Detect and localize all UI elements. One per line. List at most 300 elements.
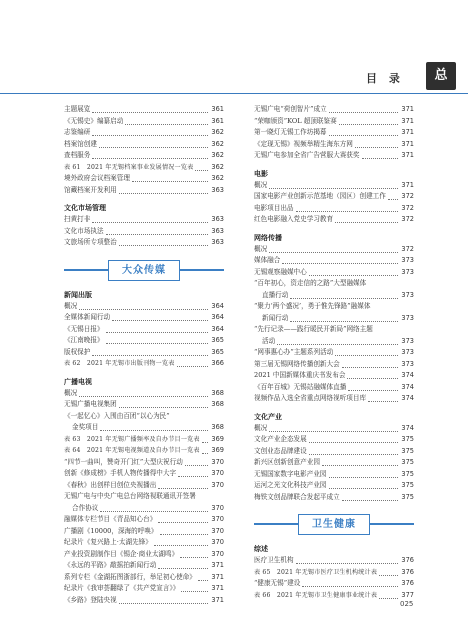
leader-dots — [342, 492, 398, 501]
toc-entry-title: 扫黄打非 — [64, 215, 91, 223]
toc-entry-title: “百年初心，资走信的之路”大型融媒体 — [254, 279, 367, 287]
toc-entry[interactable] — [254, 214, 414, 226]
toc-entry-title: 运河之光文化科技产业园 — [254, 481, 327, 489]
toc-entry-title: 概况 — [254, 423, 268, 432]
toc-entry[interactable] — [64, 388, 224, 400]
toc-entry[interactable] — [64, 358, 224, 370]
toc-entry[interactable] — [64, 445, 224, 457]
leader-dots — [106, 324, 208, 333]
toc-entry-title: 志鉴编研 — [64, 128, 91, 136]
toc-entry-title: 《百年百城》无锡站融媒体直播 — [254, 382, 347, 391]
toc-entry-title: 概况 — [254, 180, 268, 189]
toc-entry-page: 375 — [401, 492, 414, 501]
toc-entry-title: 表 62 2021 年无锡市出版刊物一览表 — [64, 360, 175, 367]
toc-entry[interactable] — [64, 480, 224, 492]
toc-entry-page: 366 — [211, 359, 224, 367]
toc-entry-page: 364 — [211, 313, 224, 321]
toc-entry-page: 371 — [401, 139, 414, 148]
toc-group-network-a — [254, 244, 414, 290]
toc-entry-page: 361 — [211, 116, 224, 125]
leader-dots — [388, 191, 398, 200]
toc-entry-title: 新闻行动 — [262, 313, 289, 322]
toc-entry[interactable] — [64, 312, 224, 324]
page-number: 025 — [400, 600, 414, 608]
toc-entry-title: 融媒体专栏节目《青品知心台》 — [64, 515, 157, 523]
toc-entry-title: 金奖项目 — [72, 423, 99, 431]
toc-entry-page: 364 — [211, 324, 224, 333]
toc-group-network-b-cont — [254, 313, 414, 325]
leader-dots — [269, 180, 398, 189]
toc-entry[interactable] — [64, 335, 224, 347]
toc-entry-title: 《一起忆心》入围由百团“以心为民” — [64, 411, 170, 420]
leader-dots — [100, 422, 208, 431]
toc-entry[interactable] — [254, 555, 414, 567]
toc-entry-title: 查档服务 — [64, 151, 91, 159]
toc-entry-page: 372 — [401, 203, 414, 212]
toc-group-broadcast-a — [64, 388, 224, 423]
leader-dots — [277, 336, 398, 345]
toc-entry[interactable] — [254, 480, 414, 492]
toc-entry[interactable] — [64, 583, 224, 595]
leader-dots — [269, 423, 398, 432]
toc-entry-title: 第三届无锡网络传播创新大会 — [254, 359, 340, 368]
toc-group-broadcast-a-cont — [64, 422, 224, 434]
leader-dots — [362, 150, 399, 159]
leader-dots — [92, 214, 208, 223]
toc-entry-page: 373 — [401, 256, 414, 264]
toc-entry-title: 电影项目出品 — [254, 203, 294, 212]
leader-dots — [112, 312, 208, 321]
toc-entry-page: 373 — [401, 290, 414, 299]
leader-dots — [309, 267, 398, 276]
leader-dots — [92, 104, 208, 113]
toc-entry[interactable] — [254, 434, 414, 446]
toc-entry-title: 表 61 2021 年无锡档案事业发展情况一览表 — [64, 163, 194, 171]
leader-dots — [335, 214, 398, 223]
toc-group-network-a-cont — [254, 290, 414, 302]
leader-dots — [329, 127, 398, 136]
toc-entry-page: 375 — [401, 481, 414, 489]
toc-entry-page: 371 — [401, 151, 414, 159]
leader-dots — [329, 104, 398, 113]
toc-entry-page: 371 — [401, 128, 414, 136]
toc-entry[interactable] — [254, 370, 414, 382]
toc-entry-page: 373 — [401, 336, 414, 345]
toc-entry-page: 363 — [211, 238, 224, 246]
toc-entry-title: 表 66 2021 年无锡市卫生健康事业统计表 — [254, 591, 378, 599]
toc-entry-title: 无锡观察融媒中心 — [254, 267, 307, 276]
toc-entry-page: 372 — [401, 244, 414, 253]
toc-entry-title: 表 63 2021 年无锡广播频率及自办节目一览表 — [64, 435, 200, 443]
toc-group-wenhua-market — [64, 214, 224, 249]
toc-entry-title: 直播行动 — [262, 290, 289, 299]
toc-entry-title: 纪录片《复兴路上·太湖先锋》 — [64, 538, 152, 546]
toc-entry[interactable] — [254, 382, 414, 394]
leader-dots — [106, 226, 208, 235]
leader-dots — [154, 537, 208, 546]
toc-entry[interactable] — [64, 104, 224, 116]
toc-right-column — [254, 104, 414, 601]
toc-entry-title: 无锡广播电视集团 — [64, 400, 117, 408]
toc-entry[interactable] — [64, 422, 224, 434]
toc-group-broadcast-b — [64, 434, 224, 503]
toc-entry[interactable] — [254, 492, 414, 504]
toc-entry[interactable] — [254, 255, 414, 267]
toc-entry-title: 无锡广电“荷创智片”成立 — [254, 105, 327, 113]
toc-entry-title: 文创业态品牌建设 — [254, 446, 307, 455]
toc-group-network-c-cont — [254, 336, 414, 348]
toc-entry[interactable] — [64, 457, 224, 469]
toc-entry-page: 371 — [401, 116, 414, 125]
toc-entry-title: 无锡广电参加全省广告营服大赛获奖 — [254, 151, 360, 159]
leader-dots — [282, 255, 398, 264]
toc-entry-title: 广播剧《10000，深海的呼唤》 — [64, 526, 158, 535]
toc-entry[interactable] — [254, 359, 414, 371]
toc-entry-page: 362 — [211, 128, 224, 136]
toc-entry-page: 368 — [211, 388, 224, 397]
toc-entry[interactable] — [64, 185, 224, 197]
toc-entry-title: 产业投资剧制作目《锡企·商业太湖鸣》 — [64, 549, 179, 558]
toc-entry[interactable] — [254, 203, 414, 215]
section-title-news-publishing: 新闻出版 — [64, 290, 92, 299]
toc-entry[interactable] — [64, 116, 224, 128]
toc-entry-page: 365 — [211, 347, 224, 356]
toc-entry-page: 373 — [401, 313, 414, 322]
leader-dots — [160, 526, 208, 535]
leader-dots — [92, 127, 208, 136]
leader-dots — [329, 480, 398, 489]
toc-entry-page: 362 — [211, 174, 224, 182]
leader-dots — [290, 313, 398, 322]
toc-entry-page: 373 — [401, 267, 414, 276]
toc-entry-page: 370 — [211, 538, 224, 546]
toc-entry[interactable] — [254, 244, 414, 256]
toc-entry-title: 表 65 2021 年无锡市医疗卫生机构统计表 — [254, 568, 378, 576]
toc-entry-title: 《永远的平路》敲摇拍新闻行动 — [64, 561, 157, 569]
section-title-culture-industry: 文化产业 — [254, 412, 282, 421]
toc-entry-page: 372 — [401, 215, 414, 223]
toc-group-film — [254, 180, 414, 226]
toc-entry-title: 文旅场所专项整治 — [64, 238, 117, 246]
toc-entry[interactable] — [64, 347, 224, 359]
toc-entry-title: 无锡广电与中央广电总台网络视联通讯开签署 — [64, 492, 196, 500]
toc-entry-title: 《无锡史》编纂启动 — [64, 116, 124, 125]
toc-entry-page: 365 — [211, 336, 224, 344]
toc-entry[interactable] — [64, 514, 224, 526]
toc-entry-title: 文化产业企态发展 — [254, 435, 307, 443]
chapter-banner-mass-media — [64, 257, 224, 283]
toc-entry-page: 373 — [401, 359, 414, 368]
toc-entry[interactable] — [254, 393, 414, 405]
toc-entry-page: 376 — [401, 556, 414, 564]
toc-entry-page: 371 — [401, 105, 414, 113]
toc-entry[interactable] — [64, 173, 224, 185]
leader-dots — [309, 446, 398, 455]
toc-entry[interactable] — [254, 336, 414, 348]
toc-entry[interactable] — [254, 116, 414, 128]
leader-dots — [79, 388, 208, 397]
toc-group-network-b — [254, 301, 414, 313]
toc-entry[interactable] — [254, 139, 414, 151]
toc-entry[interactable] — [254, 457, 414, 469]
leader-dots — [158, 560, 208, 569]
leader-dots — [269, 244, 398, 253]
leader-dots — [339, 116, 398, 125]
toc-entry-title: 馆藏档案开发利用 — [64, 185, 117, 194]
leader-dots — [100, 503, 208, 512]
toc-entry[interactable] — [254, 150, 414, 162]
chapter-title: 卫生健康 — [298, 514, 370, 535]
toc-entry[interactable] — [64, 595, 224, 607]
yearbook-logo-icon: 总 — [426, 62, 456, 90]
toc-entry-page: 375 — [401, 446, 414, 455]
toc-entry-page: 370 — [211, 457, 224, 466]
toc-entry[interactable] — [64, 399, 224, 411]
toc-entry-page: 363 — [211, 185, 224, 194]
toc-entry-title: “荣咖颁资”KOL 超顶联鉴赛 — [254, 116, 337, 125]
toc-entry[interactable] — [254, 423, 414, 435]
toc-entry-page: 376 — [401, 567, 414, 576]
leader-dots — [290, 290, 398, 299]
leader-dots — [202, 434, 208, 443]
toc-entry[interactable] — [64, 226, 224, 238]
toc-entry[interactable] — [64, 411, 224, 423]
toc-entry[interactable] — [254, 180, 414, 192]
toc-entry-page: 363 — [211, 226, 224, 235]
leader-dots — [322, 457, 398, 466]
toc-entry[interactable] — [64, 127, 224, 139]
toc-entry[interactable] — [64, 491, 224, 503]
leader-dots — [185, 457, 208, 466]
toc-entry[interactable] — [64, 434, 224, 446]
toc-entry[interactable] — [254, 590, 414, 602]
toc-entry[interactable] — [254, 191, 414, 203]
toc-entry-page: 374 — [401, 423, 414, 432]
toc-entry-title: 表 64 2021 年无锡电视频道及自办节目一览表 — [64, 447, 200, 454]
toc-entry-page: 371 — [211, 595, 224, 604]
toc-entry-title: 档案馆创建 — [64, 139, 97, 148]
toc-entry-page: 374 — [401, 371, 414, 379]
toc-entry-page: 371 — [211, 584, 224, 592]
toc-entry-page: 375 — [401, 458, 414, 466]
toc-entry-title: 红色电影融入党史学习教育 — [254, 215, 334, 223]
toc-entry[interactable] — [254, 446, 414, 458]
leader-dots — [99, 139, 208, 148]
leader-dots — [198, 572, 208, 581]
toc-entry-title: 新兴区创新创意产业园 — [254, 458, 320, 466]
toc-entry[interactable] — [64, 503, 224, 515]
leader-dots — [329, 469, 398, 478]
toc-entry-title: 无锡国家数字电影产业园 — [254, 469, 327, 478]
toc-entry-title: 系列专栏《金湖拓图浙部行，举足初心使命》 — [64, 572, 196, 581]
section-title-network: 网络传播 — [254, 233, 282, 242]
leader-dots — [296, 203, 398, 212]
toc-entry-page: 368 — [211, 423, 224, 431]
toc-group-culture-industry — [254, 423, 414, 504]
toc-left-column — [64, 104, 224, 606]
toc-entry[interactable] — [64, 214, 224, 226]
section-title-broadcast: 广播电视 — [64, 377, 92, 386]
toc-entry-title: 境外政府会议档案管理 — [64, 174, 130, 182]
toc-entry-page: 374 — [401, 382, 414, 391]
section-title-overview: 综述 — [254, 545, 268, 553]
toc-entry[interactable] — [254, 578, 414, 590]
toc-group-network-c — [254, 324, 414, 336]
toc-entry-title: 第一晓灯无锡工作坊揭幕 — [254, 128, 327, 136]
toc-entry-title: 《春秋》出创样目创位央视播出 — [64, 480, 157, 489]
page-header-title: 目 录 — [366, 72, 404, 85]
toc-entry-page: 375 — [401, 469, 414, 478]
toc-entry-title: 纪录片《我审荟翻绿了《共产党宣言》》 — [64, 584, 180, 592]
section-title-film: 电影 — [254, 169, 268, 178]
toc-entry-page: 362 — [211, 151, 224, 159]
toc-entry-title: 文化市场执法 — [64, 226, 104, 235]
toc-entry[interactable] — [254, 469, 414, 481]
toc-entry[interactable] — [254, 347, 414, 359]
toc-entry-title: 《江南晚报》 — [64, 336, 104, 344]
toc-entry-page: 364 — [211, 301, 224, 310]
leader-dots — [180, 549, 208, 558]
leader-dots — [119, 399, 208, 408]
toc-entry-page: 373 — [401, 348, 414, 356]
chapter-title: 大众传媒 — [108, 260, 180, 281]
toc-group-right-top — [254, 104, 414, 162]
toc-entry-page: 370 — [211, 515, 224, 523]
leader-dots — [119, 185, 208, 194]
toc-entry-title: 《无锡日报》 — [64, 324, 104, 333]
toc-group-broadcast-b-cont — [64, 503, 224, 515]
toc-entry[interactable] — [254, 104, 414, 116]
leader-dots — [178, 468, 208, 477]
toc-group-network-d — [254, 347, 414, 405]
toc-entry[interactable] — [64, 301, 224, 313]
toc-entry-page: 371 — [211, 572, 224, 581]
toc-entry-title: “网事惠心办”主题系列活动 — [254, 348, 334, 356]
toc-group-overview — [254, 555, 414, 601]
leader-dots — [79, 301, 208, 310]
leader-dots — [342, 359, 398, 368]
toc-entry-title: “健康无锡”建设 — [254, 579, 301, 587]
toc-entry[interactable] — [254, 127, 414, 139]
toc-group-left-top — [64, 104, 224, 196]
toc-entry[interactable] — [64, 549, 224, 561]
leader-dots — [158, 514, 208, 523]
toc-entry-title: 版权保护 — [64, 347, 91, 356]
toc-entry[interactable] — [64, 537, 224, 549]
leader-dots — [202, 445, 208, 454]
toc-entry-page: 362 — [211, 162, 224, 171]
toc-entry[interactable] — [64, 560, 224, 572]
toc-entry-page: 369 — [211, 446, 224, 454]
toc-entry-page: 370 — [211, 549, 224, 558]
toc-entry[interactable] — [254, 324, 414, 336]
toc-entry-title: 创新《修成榜》手机人物传播得中大字 — [64, 469, 177, 477]
toc-entry-page: 370 — [211, 526, 224, 535]
toc-entry-title: 概况 — [254, 244, 268, 253]
leader-dots — [92, 347, 208, 356]
toc-entry[interactable] — [64, 324, 224, 336]
leader-dots — [132, 173, 208, 182]
header-rule — [0, 93, 468, 94]
leader-dots — [296, 555, 398, 564]
leader-dots — [158, 480, 208, 489]
toc-entry-page: 362 — [211, 139, 224, 148]
toc-entry-title: “聚力‘两个盛况’，勇于惟先锋路”融媒体 — [254, 302, 371, 310]
toc-entry-page: 374 — [401, 394, 414, 402]
toc-group-broadcast-c — [64, 514, 224, 606]
toc-entry[interactable] — [254, 301, 414, 313]
toc-entry-title: 全媒体新闻行动 — [64, 313, 111, 321]
toc-entry-page: 377 — [401, 590, 414, 599]
toc-entry-page: 376 — [401, 579, 414, 587]
toc-entry-title: 《乡路》登陆央视 — [64, 595, 117, 604]
toc-entry-title: 合作协议 — [72, 503, 99, 512]
toc-entry-title: 视频作品入选全省重点网络视听项目库 — [254, 394, 367, 402]
leader-dots — [368, 393, 398, 402]
leader-dots — [106, 335, 208, 344]
toc-entry-title: 医疗卫生机构 — [254, 556, 294, 564]
toc-entry-page: 371 — [211, 561, 224, 569]
leader-dots — [355, 139, 398, 148]
toc-entry-title: 《定现无锡》视频举精生海东方网 — [254, 139, 353, 148]
toc-entry-page: 370 — [211, 503, 224, 512]
toc-entry-title: 媒体融合 — [254, 256, 281, 264]
toc-entry-page: 372 — [401, 192, 414, 200]
leader-dots — [309, 434, 398, 443]
toc-entry-title: 概况 — [64, 301, 78, 310]
toc-entry-page: 363 — [211, 215, 224, 223]
leader-dots — [119, 237, 208, 246]
leader-dots — [379, 567, 398, 576]
leader-dots — [181, 583, 208, 592]
toc-entry[interactable] — [254, 567, 414, 579]
toc-entry[interactable] — [254, 278, 414, 290]
leader-dots — [92, 150, 208, 159]
leader-dots — [347, 370, 398, 379]
toc-entry-page: 369 — [211, 434, 224, 443]
toc-entry-page: 371 — [401, 180, 414, 189]
section-title-wenhua-market: 文化市场管理 — [64, 204, 106, 212]
leader-dots — [195, 162, 208, 171]
leader-dots — [119, 595, 208, 604]
leader-dots — [125, 116, 208, 125]
toc-entry[interactable] — [254, 267, 414, 279]
leader-dots — [335, 347, 398, 356]
toc-entry-title: 主题展览 — [64, 105, 91, 113]
toc-entry-page: 375 — [401, 435, 414, 443]
toc-entry[interactable] — [64, 150, 224, 162]
toc-entry[interactable] — [254, 313, 414, 325]
toc-entry-title: 概况 — [64, 388, 78, 397]
leader-dots — [348, 382, 398, 391]
toc-entry-title: “四节一曲叫，赞奇开门红”大型庆祝行动 — [64, 457, 183, 466]
toc-entry[interactable] — [64, 139, 224, 151]
toc-entry-title: “先行记录——践行暖民开新局”网络主题 — [254, 325, 373, 333]
toc-entry-page: 368 — [211, 400, 224, 408]
toc-entry-title: 2021 中国新媒体重庆书发布会 — [254, 371, 346, 379]
leader-dots — [379, 590, 398, 599]
toc-entry[interactable] — [64, 162, 224, 174]
toc-entry[interactable] — [64, 526, 224, 538]
toc-entry[interactable] — [64, 237, 224, 249]
toc-entry-page: 370 — [211, 469, 224, 477]
toc-entry[interactable] — [64, 572, 224, 584]
toc-group-news — [64, 301, 224, 370]
toc-entry-title: 活动 — [262, 336, 276, 345]
toc-entry[interactable] — [64, 468, 224, 480]
toc-entry[interactable] — [254, 290, 414, 302]
leader-dots — [177, 358, 208, 367]
